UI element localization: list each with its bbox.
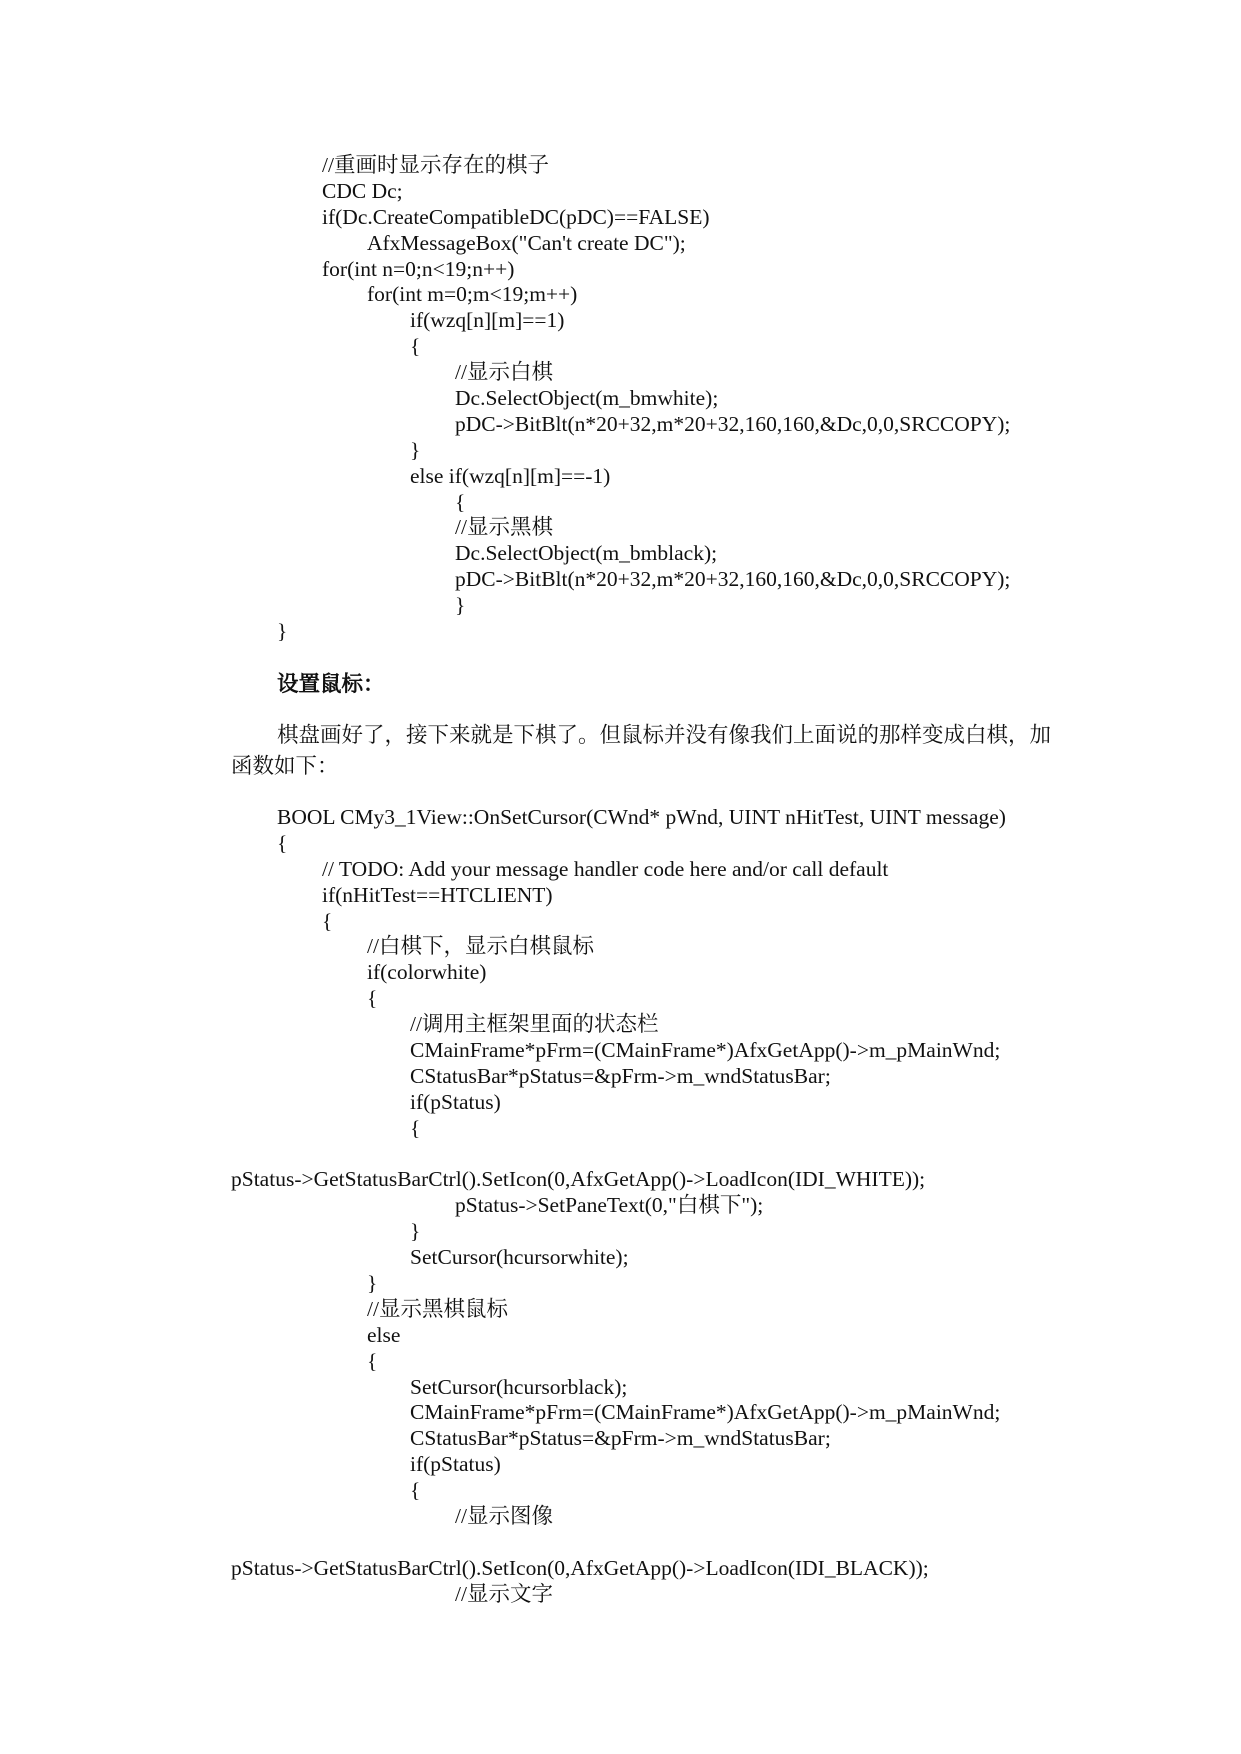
code-block [0,153,1241,645]
code-line: for(int n=0;n<19;n++) [322,256,515,281]
code-comment-line: //白棋下，显示白棋鼠标 [367,934,594,959]
code-line: pStatus->SetPaneText(0,"白棋下"); [455,1193,764,1218]
code-comment-line: //调用主框架里面的状态栏 [410,1012,659,1037]
code-line: for(int m=0;m<19;m++) [367,282,578,307]
code-line: CMainFrame*pFrm=(CMainFrame*)AfxGetApp()->m_pMainWnd; [410,1400,1001,1425]
code-line: } [410,1219,421,1244]
code-line: { [367,1348,378,1373]
code-line: CDC Dc; [322,178,403,203]
blank-line [0,1530,1241,1556]
code-comment-line: //显示黑棋 [455,515,553,540]
code-line: CStatusBar*pStatus=&pFrm->m_wndStatusBar; [410,1426,831,1451]
code-line: { [322,908,333,933]
code-line: } [410,437,421,462]
code-comment-line: //显示白棋 [455,360,553,385]
code-line: { [367,986,378,1011]
code-line: if(wzq[n][m]==1) [410,308,565,333]
code-line: else [367,1322,401,1347]
code-line: else if(wzq[n][m]==-1) [410,463,611,488]
code-comment-line: //显示文字 [455,1581,553,1606]
code-line: { [277,830,288,855]
code-line: SetCursor(hcursorwhite); [410,1245,629,1270]
code-line: Dc.SelectObject(m_bmwhite); [455,386,719,411]
code-line: Dc.SelectObject(m_bmblack); [455,541,718,566]
paragraph-line: 棋盘画好了，接下来就是下棋了。但鼠标并没有像我们上面说的那样变成白棋，加 [277,723,1052,747]
code-comment-line: //重画时显示存在的棋子 [322,153,549,177]
code-line: CStatusBar*pStatus=&pFrm->m_wndStatusBar; [410,1063,831,1088]
code-line: { [410,1115,421,1140]
code-comment-line: //显示黑棋鼠标 [367,1296,508,1321]
code-line: if(pStatus) [410,1452,501,1477]
code-line: if(Dc.CreateCompatibleDC(pDC)==FALSE) [322,204,710,229]
code-line: pDC->BitBlt(n*20+32,m*20+32,160,160,&Dc,0,0,SRCCOPY); [455,567,1011,592]
code-line: if(colorwhite) [367,960,487,985]
code-comment-line: // TODO: Add your message handler code here and/or call default [322,856,889,881]
section-heading: 设置鼠标： [277,672,385,696]
body-paragraph [0,720,1241,781]
code-line: } [455,593,466,618]
code-line: } [277,619,288,644]
code-line: { [410,334,421,359]
code-line: CMainFrame*pFrm=(CMainFrame*)AfxGetApp()->m_pMainWnd; [410,1038,1001,1063]
code-line: { [410,1478,421,1503]
code-line: if(nHitTest==HTCLIENT) [322,882,553,907]
blank-line [0,1142,1241,1168]
code-line: BOOL CMy3_1View::OnSetCursor(CWnd* pWnd, UINT nHitTest, UINT message) [277,805,1006,829]
code-line: if(pStatus) [410,1089,501,1114]
paragraph-line: 函数如下： [231,753,339,778]
code-block [0,805,1241,1608]
code-line: pStatus->GetStatusBarCtrl().SetIcon(0,AfxGetApp()->LoadIcon(IDI_BLACK)); [231,1555,929,1580]
code-line: SetCursor(hcursorblack); [410,1374,628,1399]
code-line: { [455,489,466,514]
code-line: pStatus->GetStatusBarCtrl().SetIcon(0,AfxGetApp()->LoadIcon(IDI_WHITE)); [231,1167,926,1192]
code-line: pDC->BitBlt(n*20+32,m*20+32,160,160,&Dc,0,0,SRCCOPY); [455,411,1011,436]
code-comment-line: //显示图像 [455,1504,553,1529]
code-line: } [367,1271,378,1296]
code-line: AfxMessageBox("Can't create DC"); [367,230,686,255]
